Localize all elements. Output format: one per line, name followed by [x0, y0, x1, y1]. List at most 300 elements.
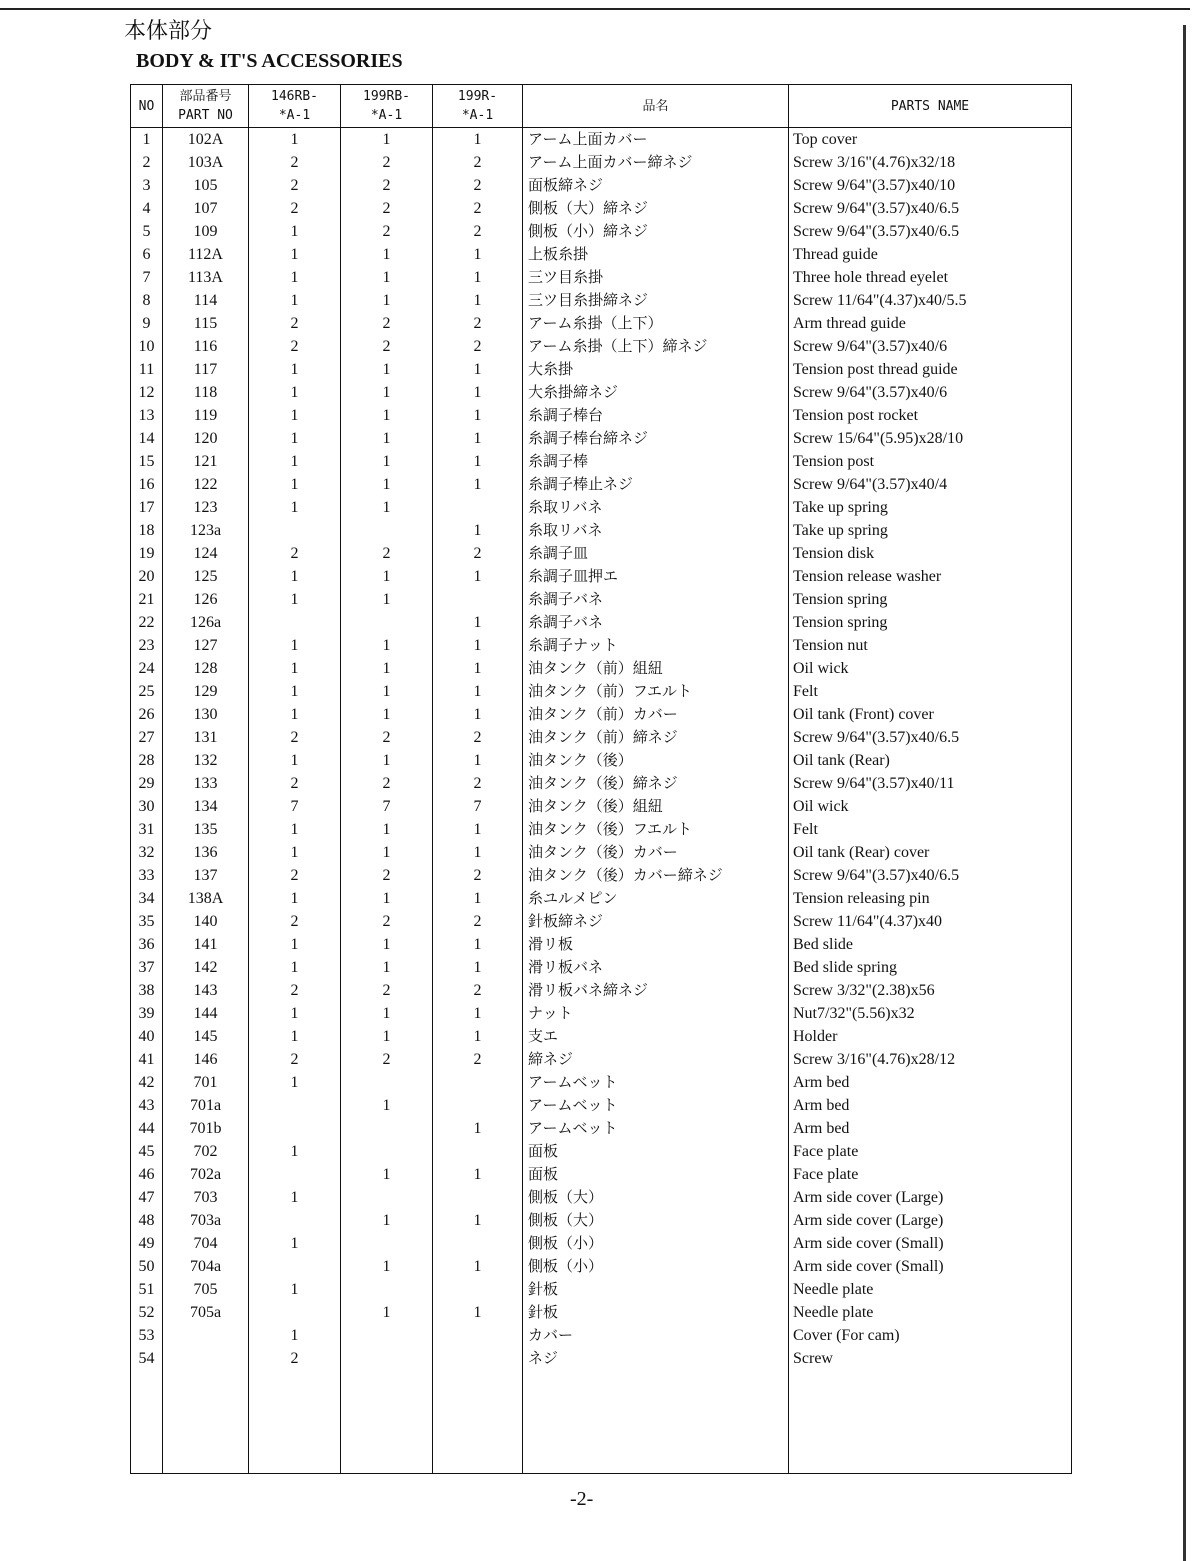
table-row [131, 1347, 1072, 1370]
table-header-row [131, 85, 1072, 128]
part-name-en: Felt [789, 818, 1072, 841]
table-row [131, 933, 1072, 956]
qty-199r: 1 [433, 404, 523, 427]
part-no: 702 [163, 1140, 249, 1163]
part-no: 102A [163, 128, 249, 152]
table-row [131, 772, 1072, 795]
qty-199rb: 2 [341, 910, 433, 933]
qty-199rb: 1 [341, 703, 433, 726]
part-no: 141 [163, 933, 249, 956]
part-name-en: Screw 9/64"(3.57)x40/6.5 [789, 864, 1072, 887]
part-no: 703a [163, 1209, 249, 1232]
part-name-en: Arm side cover (Small) [789, 1255, 1072, 1278]
part-name-jp: 油タンク（後）フエルト [523, 818, 789, 841]
table-row [131, 1002, 1072, 1025]
table-row [131, 1278, 1072, 1301]
empty-rows [131, 1370, 1072, 1474]
part-name-jp: 側板（小） [523, 1255, 789, 1278]
qty-199r [433, 1071, 523, 1094]
qty-199r: 2 [433, 864, 523, 887]
row-no: 1 [131, 128, 163, 152]
table-row [131, 795, 1072, 818]
qty-199rb: 1 [341, 243, 433, 266]
qty-146rb: 1 [249, 289, 341, 312]
part-no: 703 [163, 1186, 249, 1209]
qty-146rb: 2 [249, 910, 341, 933]
qty-199r: 2 [433, 335, 523, 358]
part-name-en: Tension disk [789, 542, 1072, 565]
qty-199r [433, 496, 523, 519]
part-name-jp: 針板締ネジ [523, 910, 789, 933]
row-no: 33 [131, 864, 163, 887]
row-no: 28 [131, 749, 163, 772]
part-name-en: Arm side cover (Small) [789, 1232, 1072, 1255]
qty-146rb [249, 1094, 341, 1117]
qty-146rb [249, 1117, 341, 1140]
section-title-jp: 本体部分 [124, 19, 213, 44]
part-name-jp: 糸取リバネ [523, 519, 789, 542]
header-model-suffix: *A-1 [461, 108, 494, 123]
row-no: 21 [131, 588, 163, 611]
table-row [131, 611, 1072, 634]
qty-146rb: 7 [249, 795, 341, 818]
part-no: 122 [163, 473, 249, 496]
qty-199r: 1 [433, 243, 523, 266]
part-name-en: Screw 9/64"(3.57)x40/6.5 [789, 197, 1072, 220]
row-no: 48 [131, 1209, 163, 1232]
header-name-jp: 品名 [523, 85, 789, 128]
part-name-jp: 糸調子皿押エ [523, 565, 789, 588]
qty-199rb: 1 [341, 657, 433, 680]
table-row [131, 542, 1072, 565]
part-name-jp: 滑リ板バネ締ネジ [523, 979, 789, 1002]
part-name-jp: 針板 [523, 1301, 789, 1324]
qty-146rb: 1 [249, 473, 341, 496]
qty-199rb: 1 [341, 404, 433, 427]
header-no: NO [131, 85, 163, 128]
qty-199r: 1 [433, 450, 523, 473]
part-name-jp: 糸調子バネ [523, 611, 789, 634]
part-no: 143 [163, 979, 249, 1002]
row-no: 2 [131, 151, 163, 174]
qty-199rb [341, 1324, 433, 1347]
row-no: 38 [131, 979, 163, 1002]
table-row [131, 128, 1072, 152]
row-no: 40 [131, 1025, 163, 1048]
qty-146rb: 1 [249, 1186, 341, 1209]
qty-146rb: 1 [249, 450, 341, 473]
part-name-jp: 油タンク（後） [523, 749, 789, 772]
table-row [131, 289, 1072, 312]
qty-199r: 2 [433, 979, 523, 1002]
table-row [131, 1048, 1072, 1071]
qty-199r: 1 [433, 565, 523, 588]
qty-146rb: 2 [249, 197, 341, 220]
qty-199rb: 1 [341, 749, 433, 772]
qty-199rb: 1 [341, 818, 433, 841]
row-no: 16 [131, 473, 163, 496]
row-no: 8 [131, 289, 163, 312]
table-row [131, 404, 1072, 427]
qty-199rb: 7 [341, 795, 433, 818]
row-no: 31 [131, 818, 163, 841]
qty-199rb: 2 [341, 335, 433, 358]
part-name-en: Screw 9/64"(3.57)x40/10 [789, 174, 1072, 197]
table-row [131, 312, 1072, 335]
part-no: 119 [163, 404, 249, 427]
qty-199rb: 1 [341, 358, 433, 381]
qty-199r: 1 [433, 1301, 523, 1324]
qty-199rb: 2 [341, 772, 433, 795]
part-no: 142 [163, 956, 249, 979]
part-no [163, 1324, 249, 1347]
qty-199r: 1 [433, 289, 523, 312]
row-no: 15 [131, 450, 163, 473]
qty-146rb: 1 [249, 1278, 341, 1301]
table-row [131, 726, 1072, 749]
part-name-en: Screw 9/64"(3.57)x40/6 [789, 335, 1072, 358]
qty-146rb: 1 [249, 266, 341, 289]
qty-199r [433, 1232, 523, 1255]
qty-199rb: 1 [341, 427, 433, 450]
qty-199r: 1 [433, 1025, 523, 1048]
row-no: 14 [131, 427, 163, 450]
row-no: 22 [131, 611, 163, 634]
qty-146rb: 1 [249, 841, 341, 864]
qty-199r: 2 [433, 772, 523, 795]
qty-199rb: 1 [341, 634, 433, 657]
part-no: 126 [163, 588, 249, 611]
table-row [131, 1163, 1072, 1186]
part-name-jp: 油タンク（前）組紐 [523, 657, 789, 680]
part-no: 705a [163, 1301, 249, 1324]
part-no: 127 [163, 634, 249, 657]
part-no: 132 [163, 749, 249, 772]
qty-199rb: 1 [341, 680, 433, 703]
qty-146rb: 2 [249, 312, 341, 335]
qty-199r: 1 [433, 1117, 523, 1140]
part-name-en: Screw 9/64"(3.57)x40/4 [789, 473, 1072, 496]
table-row [131, 473, 1072, 496]
table-row [131, 220, 1072, 243]
part-no: 128 [163, 657, 249, 680]
qty-199rb: 1 [341, 1255, 433, 1278]
qty-146rb: 1 [249, 680, 341, 703]
header-part-en: PART NO [178, 108, 233, 123]
part-name-jp: 糸ユルメピン [523, 887, 789, 910]
qty-199rb: 2 [341, 864, 433, 887]
table-row [131, 1255, 1072, 1278]
part-name-en: Take up spring [789, 519, 1072, 542]
part-name-en: Nut7/32"(5.56)x32 [789, 1002, 1072, 1025]
row-no: 26 [131, 703, 163, 726]
part-name-en: Arm thread guide [789, 312, 1072, 335]
table-row [131, 1140, 1072, 1163]
part-no: 120 [163, 427, 249, 450]
part-no: 704a [163, 1255, 249, 1278]
qty-199rb: 1 [341, 1025, 433, 1048]
qty-146rb: 2 [249, 979, 341, 1002]
table-row [131, 381, 1072, 404]
part-no: 136 [163, 841, 249, 864]
table-row [131, 749, 1072, 772]
table-row [131, 1209, 1072, 1232]
part-name-jp: アームベット [523, 1094, 789, 1117]
table-row [131, 1071, 1072, 1094]
qty-146rb: 1 [249, 128, 341, 152]
qty-199r: 1 [433, 634, 523, 657]
qty-146rb: 1 [249, 933, 341, 956]
row-no: 46 [131, 1163, 163, 1186]
part-name-en: Thread guide [789, 243, 1072, 266]
part-name-jp: 糸調子皿 [523, 542, 789, 565]
qty-199rb: 1 [341, 841, 433, 864]
row-no: 18 [131, 519, 163, 542]
part-name-jp: 油タンク（後）カバー [523, 841, 789, 864]
qty-199r: 2 [433, 910, 523, 933]
part-no: 702a [163, 1163, 249, 1186]
part-no: 140 [163, 910, 249, 933]
qty-199rb: 1 [341, 1094, 433, 1117]
part-name-jp: 側板（大） [523, 1186, 789, 1209]
part-name-en: Cover (For cam) [789, 1324, 1072, 1347]
part-name-en: Tension post rocket [789, 404, 1072, 427]
part-no: 115 [163, 312, 249, 335]
qty-199rb: 1 [341, 956, 433, 979]
qty-199rb: 1 [341, 473, 433, 496]
part-name-jp: 糸取リバネ [523, 496, 789, 519]
row-no: 43 [131, 1094, 163, 1117]
qty-199r: 1 [433, 611, 523, 634]
table-row [131, 197, 1072, 220]
part-name-en: Take up spring [789, 496, 1072, 519]
qty-199rb: 2 [341, 542, 433, 565]
qty-146rb: 2 [249, 542, 341, 565]
part-name-en: Screw 9/64"(3.57)x40/6.5 [789, 220, 1072, 243]
part-no: 123 [163, 496, 249, 519]
table-row [131, 887, 1072, 910]
row-no: 29 [131, 772, 163, 795]
header-model-199r [433, 85, 523, 128]
part-name-en: Tension release washer [789, 565, 1072, 588]
row-no: 27 [131, 726, 163, 749]
qty-146rb: 1 [249, 496, 341, 519]
qty-146rb: 1 [249, 1071, 341, 1094]
row-no: 11 [131, 358, 163, 381]
qty-199rb: 1 [341, 128, 433, 152]
qty-146rb: 2 [249, 1347, 341, 1370]
part-no: 118 [163, 381, 249, 404]
table-row [131, 174, 1072, 197]
row-no: 6 [131, 243, 163, 266]
part-name-jp: アーム上面カバー締ネジ [523, 151, 789, 174]
part-name-jp: 締ネジ [523, 1048, 789, 1071]
qty-146rb: 1 [249, 1002, 341, 1025]
qty-199rb: 1 [341, 1209, 433, 1232]
part-name-en: Oil tank (Front) cover [789, 703, 1072, 726]
row-no: 47 [131, 1186, 163, 1209]
part-name-en: Tension spring [789, 611, 1072, 634]
qty-146rb: 1 [249, 358, 341, 381]
table-row [131, 1117, 1072, 1140]
part-no: 103A [163, 151, 249, 174]
row-no: 42 [131, 1071, 163, 1094]
table-row [131, 680, 1072, 703]
part-name-jp: 大糸掛 [523, 358, 789, 381]
qty-199rb: 1 [341, 588, 433, 611]
qty-199r: 1 [433, 703, 523, 726]
part-name-jp: ナット [523, 1002, 789, 1025]
qty-199rb: 1 [341, 266, 433, 289]
part-no: 117 [163, 358, 249, 381]
qty-146rb: 1 [249, 1140, 341, 1163]
page-edge-line [1183, 25, 1186, 1561]
part-name-en: Tension post thread guide [789, 358, 1072, 381]
qty-199rb: 1 [341, 496, 433, 519]
header-model-suffix: *A-1 [370, 108, 403, 123]
part-name-jp: 側板（小） [523, 1232, 789, 1255]
header-part-jp: 部品番号 [179, 89, 232, 104]
table-row [131, 243, 1072, 266]
part-no: 145 [163, 1025, 249, 1048]
qty-199rb: 1 [341, 289, 433, 312]
part-no: 133 [163, 772, 249, 795]
qty-146rb: 1 [249, 818, 341, 841]
part-no: 135 [163, 818, 249, 841]
qty-199rb: 1 [341, 1301, 433, 1324]
qty-199r: 1 [433, 933, 523, 956]
part-name-en: Tension post [789, 450, 1072, 473]
qty-199r: 1 [433, 519, 523, 542]
table-row [131, 519, 1072, 542]
qty-199rb [341, 1232, 433, 1255]
parts-table [130, 84, 1072, 1474]
qty-199r [433, 588, 523, 611]
empty-cell [789, 1370, 1072, 1474]
qty-199r: 1 [433, 128, 523, 152]
top-rule [0, 8, 1190, 10]
table-row [131, 427, 1072, 450]
row-no: 53 [131, 1324, 163, 1347]
part-name-jp: 糸調子棒台締ネジ [523, 427, 789, 450]
qty-146rb: 1 [249, 243, 341, 266]
part-name-jp: アーム糸掛（上下） [523, 312, 789, 335]
table-row [131, 864, 1072, 887]
qty-146rb: 1 [249, 427, 341, 450]
table-row [131, 335, 1072, 358]
part-name-jp: アームベット [523, 1071, 789, 1094]
qty-146rb: 1 [249, 220, 341, 243]
row-no: 4 [131, 197, 163, 220]
section-title-en: BODY & IT'S ACCESSORIES [136, 50, 403, 72]
row-no: 49 [131, 1232, 163, 1255]
part-name-en: Tension spring [789, 588, 1072, 611]
qty-146rb [249, 1209, 341, 1232]
header-model-199rb [341, 85, 433, 128]
qty-199r [433, 1347, 523, 1370]
part-no: 146 [163, 1048, 249, 1071]
table-row [131, 1186, 1072, 1209]
row-no: 37 [131, 956, 163, 979]
qty-146rb: 1 [249, 1324, 341, 1347]
part-name-en: Arm side cover (Large) [789, 1209, 1072, 1232]
part-name-jp: アーム上面カバー [523, 128, 789, 152]
row-no: 36 [131, 933, 163, 956]
part-no: 701b [163, 1117, 249, 1140]
row-no: 34 [131, 887, 163, 910]
header-model-name: 199R- [457, 89, 498, 104]
row-no: 35 [131, 910, 163, 933]
row-no: 5 [131, 220, 163, 243]
qty-146rb [249, 1255, 341, 1278]
qty-199rb: 2 [341, 1048, 433, 1071]
table-row [131, 450, 1072, 473]
part-name-jp: 油タンク（前）締ネジ [523, 726, 789, 749]
table-row [131, 1094, 1072, 1117]
qty-199r [433, 1278, 523, 1301]
qty-146rb: 1 [249, 887, 341, 910]
part-name-en: Screw 3/32"(2.38)x56 [789, 979, 1072, 1002]
part-name-jp: 上板糸掛 [523, 243, 789, 266]
table-row [131, 1324, 1072, 1347]
part-name-en: Arm side cover (Large) [789, 1186, 1072, 1209]
row-no: 13 [131, 404, 163, 427]
qty-146rb: 1 [249, 657, 341, 680]
qty-146rb: 2 [249, 726, 341, 749]
qty-199rb: 1 [341, 1163, 433, 1186]
qty-199rb: 1 [341, 381, 433, 404]
qty-199r: 1 [433, 266, 523, 289]
qty-199rb: 2 [341, 151, 433, 174]
part-name-en: Screw 9/64"(3.57)x40/6 [789, 381, 1072, 404]
empty-cell [523, 1370, 789, 1474]
table-row [131, 358, 1072, 381]
qty-146rb: 2 [249, 151, 341, 174]
qty-199rb [341, 519, 433, 542]
part-name-jp: 糸調子棒台 [523, 404, 789, 427]
qty-199rb: 1 [341, 1002, 433, 1025]
qty-146rb: 2 [249, 1048, 341, 1071]
qty-199rb [341, 1186, 433, 1209]
empty-cell [163, 1370, 249, 1474]
qty-199r: 2 [433, 197, 523, 220]
part-name-en: Oil wick [789, 657, 1072, 680]
part-name-en: Arm bed [789, 1094, 1072, 1117]
qty-199rb: 2 [341, 726, 433, 749]
part-name-jp: 大糸掛締ネジ [523, 381, 789, 404]
part-name-en: Bed slide spring [789, 956, 1072, 979]
qty-146rb [249, 611, 341, 634]
qty-146rb: 1 [249, 1025, 341, 1048]
part-name-en: Bed slide [789, 933, 1072, 956]
row-no: 25 [131, 680, 163, 703]
table-row [131, 266, 1072, 289]
qty-199rb: 2 [341, 979, 433, 1002]
qty-199r: 1 [433, 1255, 523, 1278]
row-no: 20 [131, 565, 163, 588]
table-row [131, 818, 1072, 841]
qty-146rb: 1 [249, 588, 341, 611]
qty-146rb: 2 [249, 174, 341, 197]
part-name-jp: 三ツ目糸掛 [523, 266, 789, 289]
part-name-jp: 糸調子棒止ネジ [523, 473, 789, 496]
qty-146rb: 1 [249, 956, 341, 979]
part-no: 134 [163, 795, 249, 818]
part-name-en: Screw 11/64"(4.37)x40/5.5 [789, 289, 1072, 312]
qty-146rb: 1 [249, 404, 341, 427]
qty-199r [433, 1186, 523, 1209]
qty-199r: 2 [433, 174, 523, 197]
